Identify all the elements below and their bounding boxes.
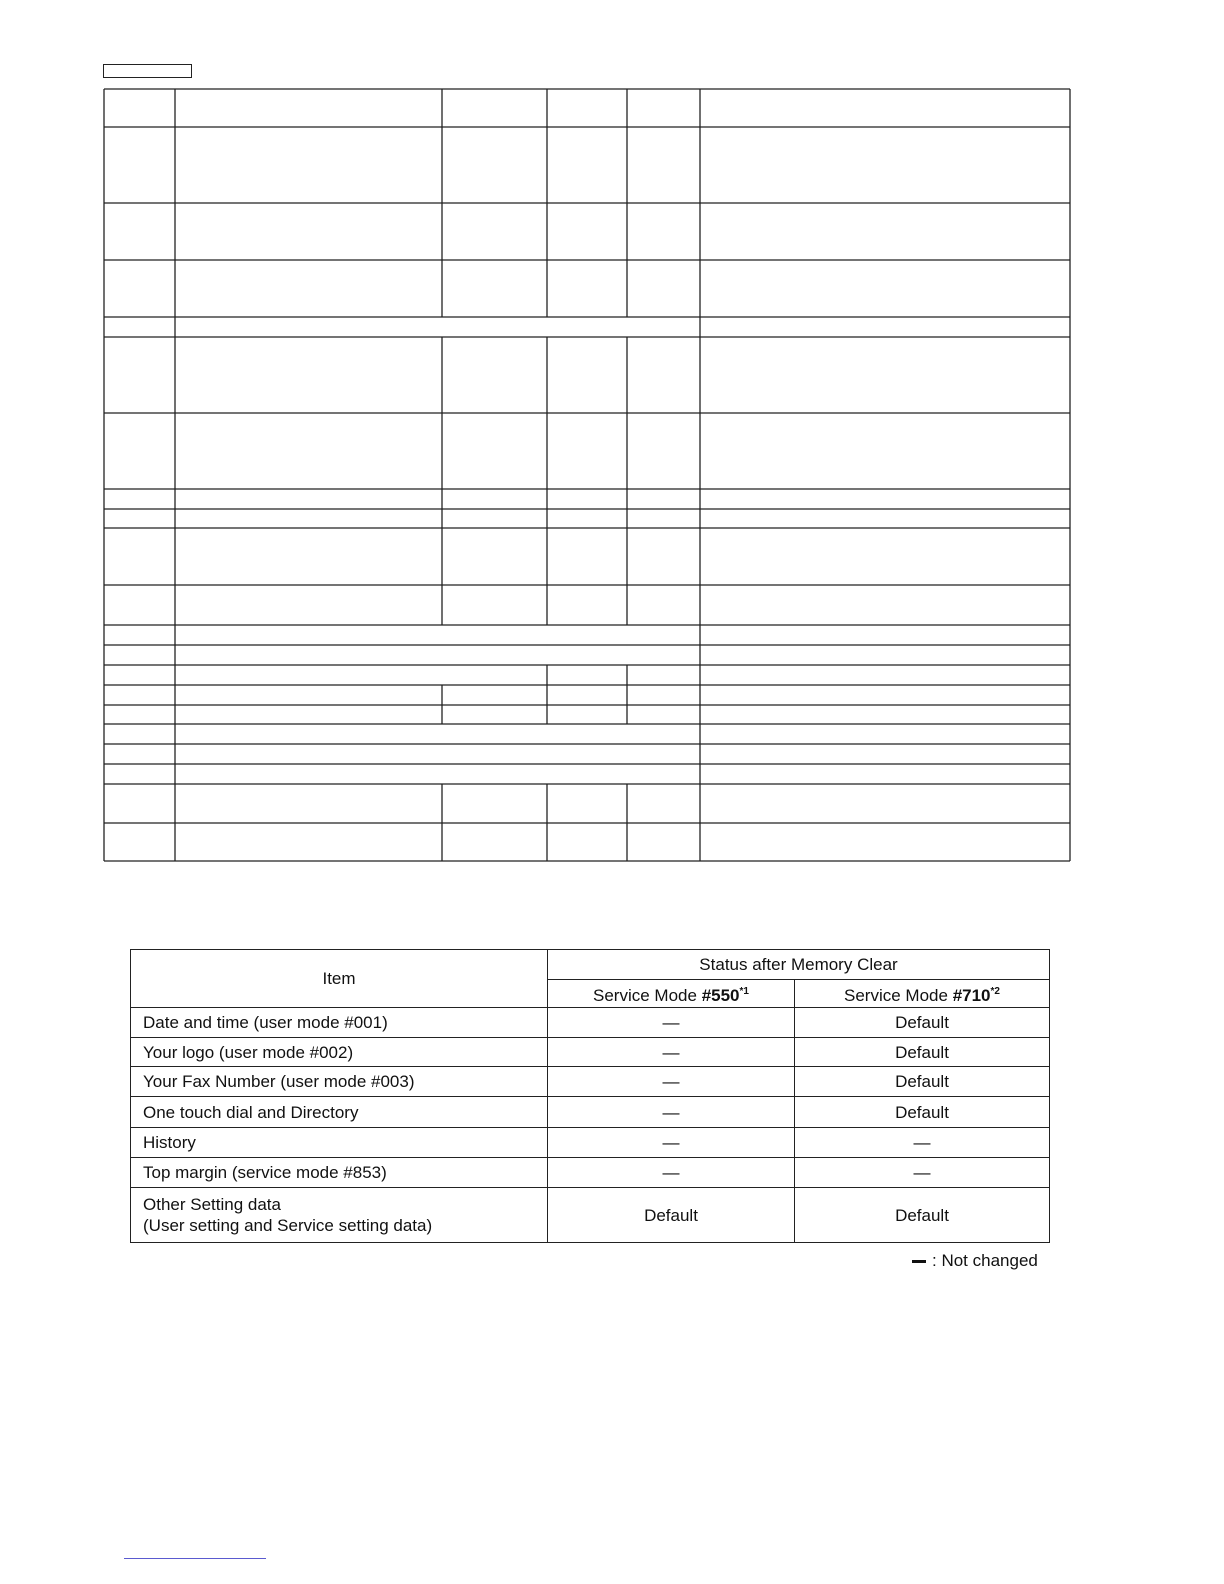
row-mode710-cell: Default <box>795 1008 1050 1038</box>
header-item: Item <box>131 950 548 1008</box>
header-status: Status after Memory Clear <box>548 950 1050 980</box>
row-mode550-cell: — <box>548 1097 795 1128</box>
table-row <box>131 1188 1050 1243</box>
row-mode550-cell: Default <box>548 1188 795 1243</box>
row-mode550-cell: — <box>548 1067 795 1097</box>
legend <box>912 1251 1038 1271</box>
row-mode550-cell: — <box>548 1038 795 1067</box>
table-row <box>131 1008 1050 1038</box>
row-item-cell: Your logo (user mode #002) <box>131 1038 548 1067</box>
table-header-row <box>131 950 1050 980</box>
table-row <box>131 1128 1050 1158</box>
row-mode710-cell: — <box>795 1158 1050 1188</box>
memory-clear-table <box>130 949 1050 1243</box>
header-mode-710: Service Mode #710$^{*2}$ <box>795 980 1050 1008</box>
row-item-cell: Top margin (service mode #853) <box>131 1158 548 1188</box>
row-mode550-cell: — <box>548 1128 795 1158</box>
row-mode710-cell: Default <box>795 1188 1050 1243</box>
row-mode710-cell: Default <box>795 1067 1050 1097</box>
header-mode-550: Service Mode #550$^{*1}$ <box>548 980 795 1008</box>
row-mode710-cell: Default <box>795 1097 1050 1128</box>
row-item-cell: Date and time (user mode #001) <box>131 1008 548 1038</box>
row-mode710-cell: Default <box>795 1038 1050 1067</box>
row-mode550-cell: — <box>548 1158 795 1188</box>
row-mode710-cell: — <box>795 1128 1050 1158</box>
row-item-cell: One touch dial and Directory <box>131 1097 548 1128</box>
table-row <box>131 1158 1050 1188</box>
legend-text: : Not changed <box>932 1251 1038 1270</box>
footer-link-line <box>124 1558 266 1559</box>
row-mode550-cell: — <box>548 1008 795 1038</box>
row-item-cell: Other Setting data (User setting and Service setting data) <box>131 1188 548 1243</box>
dash-icon <box>912 1260 926 1263</box>
table-row <box>131 1067 1050 1097</box>
table-row <box>131 1038 1050 1067</box>
row-item-cell: Your Fax Number (user mode #003) <box>131 1067 548 1097</box>
table-row <box>131 1097 1050 1128</box>
row-item-cell: History <box>131 1128 548 1158</box>
